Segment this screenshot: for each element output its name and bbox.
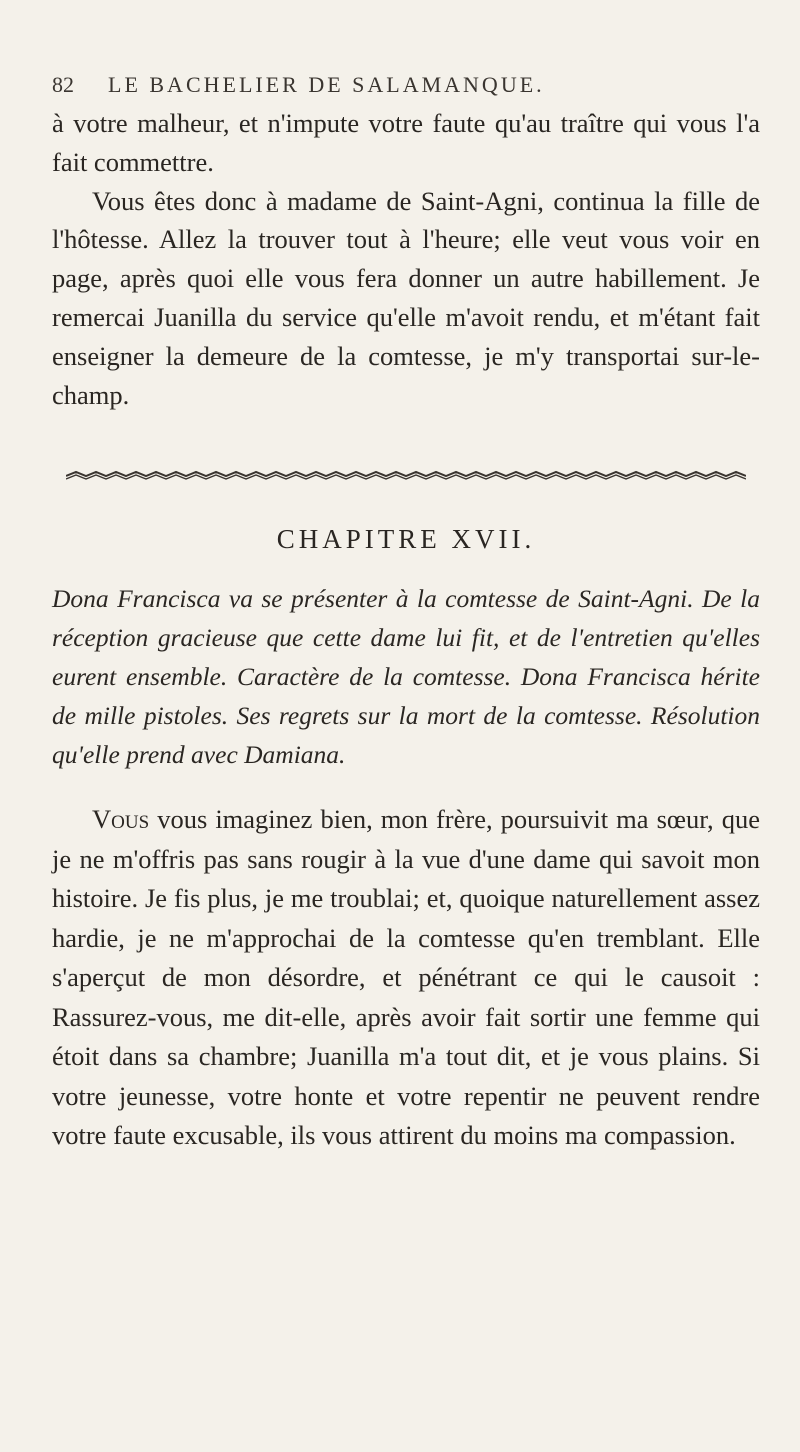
body-paragraph [52, 800, 760, 1156]
opening-paragraph-continuation: à votre malheur, et n'impute votre faute qu'au traître qui vous l'a fait commettre. [52, 108, 760, 177]
opening-paragraph [52, 182, 760, 415]
body-paragraph-text: vous imaginez bien, mon frère, poursuivit ma sœur, que je ne m'offris pas sans rougir à la vue d'une dame qui savoit mon histoire. Je fis plus, je me troublai; et, quoique naturellement assez hardie, je ne m'approchai de la comtesse qu'en tremblant. Elle s'aperçut de mon désordre, et pénétrant ce qui le causoit : Rassurez-vous, me dit-elle, après avoir fait sortir une femme qui étoit dans sa chambre; Juanilla m'a tout dit, et je vous plains. Si votre jeunesse, votre honte et votre repentir ne peuvent rendre votre faute excusable, ils vous attirent du moins ma compassion. [52, 804, 760, 1151]
ornamental-rule [52, 470, 760, 484]
page-number: 82 [52, 72, 74, 97]
body-first-word: Vous [92, 804, 150, 835]
chapter-heading: CHAPITRE XVII. [276, 524, 536, 555]
running-title: LE BACHELIER DE SALAMANQUE. [108, 72, 545, 97]
opening-paragraph-text: Vous êtes donc à madame de Saint-Agni, continua la fille de l'hôtesse. Allez la trouver tout à l'heure; elle veut vous voir en page, après quoi elle vous fera donner un autre habillement. Je remercai Juanilla du service qu'elle m'avoit rendu, et m'étant fait enseigner la demeure de la comtesse, je m'y transportai sur-le-champ. [52, 185, 760, 410]
chapter-summary: Dona Francisca va se présenter à la comtesse de Saint-Agni. De la réception gracieuse que cette dame lui fit, et de l'entretien qu'elles eurent ensemble. Caractère de la comtesse. Dona Francisca hérite de mille pistoles. Ses regrets sur la mort de la comtesse. Résolution qu'elle prend avec Damiana. [52, 584, 760, 770]
ornament-icon [66, 470, 746, 482]
running-head [52, 72, 760, 98]
